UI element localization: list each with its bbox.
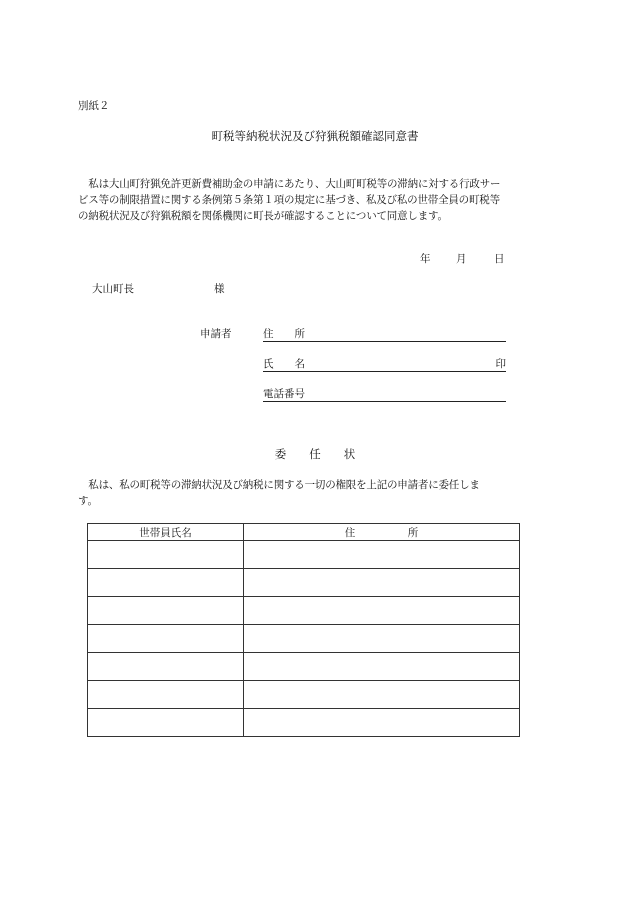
consent-line: ビス等の制限措置に関する条例第５条第１項の規定に基づき、私及び私の世帯全員の町税等 bbox=[78, 194, 500, 206]
member-name-cell[interactable] bbox=[88, 625, 244, 653]
member-address-cell[interactable] bbox=[244, 709, 520, 737]
document-title: 町税等納税状況及び狩猟税額確認同意書 bbox=[211, 129, 419, 143]
consent-line: の納税状況及び狩猟税額を関係機関に町長が確認することについて同意します。 bbox=[78, 210, 448, 222]
phone-label: 電話番号 bbox=[263, 388, 305, 400]
table-row bbox=[88, 541, 520, 569]
member-address-cell[interactable] bbox=[244, 569, 520, 597]
address-label: 住 所 bbox=[263, 328, 305, 340]
member-name-cell[interactable] bbox=[88, 709, 244, 737]
table-row bbox=[88, 681, 520, 709]
member-name-cell[interactable] bbox=[88, 541, 244, 569]
consent-line: 私は大山町狩猟免許更新費補助金の申請にあたり、大山町町税等の滞納に対する行政サー bbox=[78, 178, 501, 190]
delegation-line: す。 bbox=[78, 495, 98, 507]
table-header-row bbox=[88, 524, 520, 541]
phone-field[interactable] bbox=[263, 386, 506, 402]
member-address-cell[interactable] bbox=[244, 541, 520, 569]
member-address-cell[interactable] bbox=[244, 625, 520, 653]
table-row bbox=[88, 569, 520, 597]
member-name-cell[interactable] bbox=[88, 569, 244, 597]
member-address-cell[interactable] bbox=[244, 653, 520, 681]
seal-mark: 印 bbox=[495, 358, 506, 370]
header-address: 住 所 bbox=[244, 524, 520, 541]
date-day: 日 bbox=[494, 253, 505, 265]
delegation-paragraph bbox=[78, 477, 558, 509]
header-member-name: 世帯員氏名 bbox=[88, 524, 244, 541]
table-row bbox=[88, 709, 520, 737]
name-label: 氏 名 bbox=[263, 358, 305, 370]
addressee-honorific: 様 bbox=[214, 283, 225, 295]
table-row bbox=[88, 625, 520, 653]
table-row bbox=[88, 653, 520, 681]
date-year: 年 bbox=[420, 253, 431, 265]
name-field[interactable] bbox=[263, 356, 506, 372]
address-field[interactable] bbox=[263, 326, 506, 342]
consent-paragraph bbox=[78, 176, 558, 224]
delegation-title: 委 任 状 bbox=[274, 447, 356, 461]
table-row bbox=[88, 597, 520, 625]
date-month: 月 bbox=[456, 253, 467, 265]
member-name-cell[interactable] bbox=[88, 653, 244, 681]
delegation-line: 私は、私の町税等の滞納状況及び納税に関する一切の権限を上記の申請者に委任しま bbox=[78, 479, 480, 491]
member-name-cell[interactable] bbox=[88, 681, 244, 709]
addressee-name: 大山町長 bbox=[92, 283, 134, 295]
household-table bbox=[87, 523, 520, 737]
member-name-cell[interactable] bbox=[88, 597, 244, 625]
attachment-label: 別紙２ bbox=[78, 100, 110, 112]
applicant-label: 申請者 bbox=[200, 328, 232, 340]
member-address-cell[interactable] bbox=[244, 597, 520, 625]
member-address-cell[interactable] bbox=[244, 681, 520, 709]
